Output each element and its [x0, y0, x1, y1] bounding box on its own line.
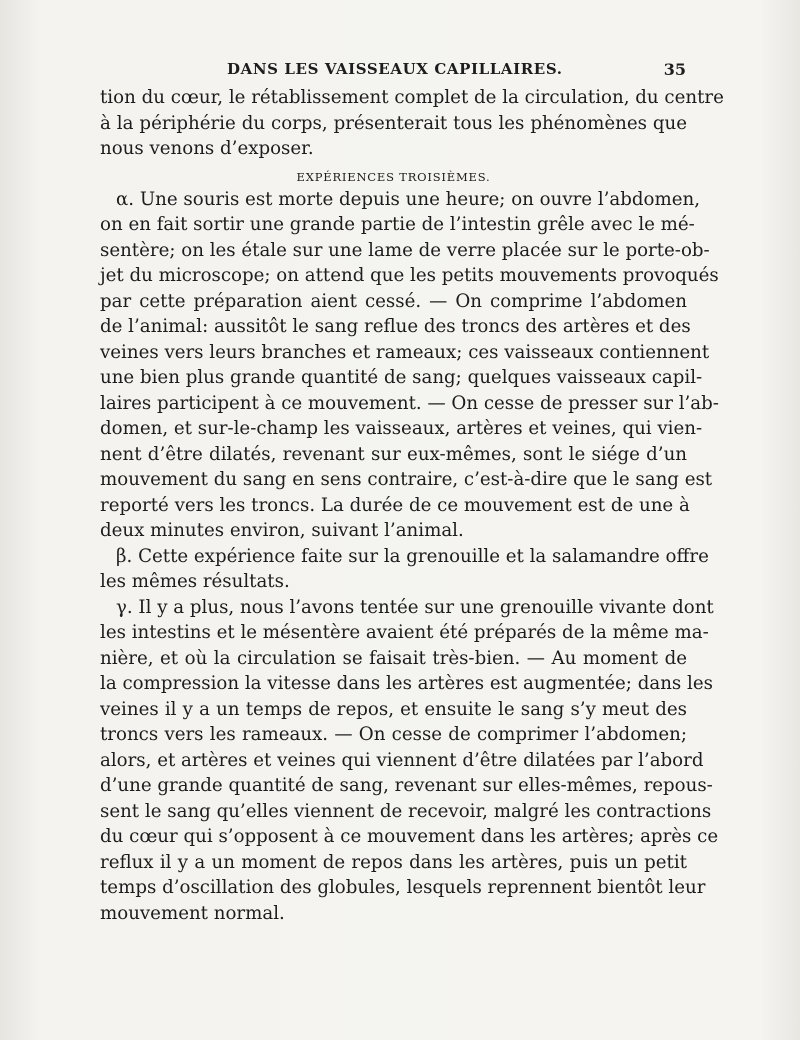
- text-line: d’une grande quantité de sang, revenant sur elles-mêmes, repous-: [100, 775, 713, 796]
- body-text: [100, 85, 724, 926]
- text-line: de l’animal: aussitôt le sang reflue des troncs des artères et des: [100, 316, 691, 337]
- text-line: sentère; on les étale sur une lame de verre placée sur le porte-ob-: [100, 239, 710, 261]
- paragraph-alpha: [100, 187, 719, 544]
- text-line: veines vers leurs branches et rameaux; ces vaisseaux contiennent: [100, 341, 710, 363]
- text-line: nous venons d’exposer.: [100, 138, 314, 159]
- text-line: une bien plus grande quantité de sang; quelques vaisseaux capil-: [100, 367, 703, 388]
- text-line: laires participent à ce mouvement. — On cesse de presser sur l’ab-: [100, 392, 719, 414]
- text-line: α. Une souris est morte depuis une heure; on ouvre l’abdomen,: [116, 188, 701, 210]
- text-line: les mêmes résultats.: [100, 571, 290, 592]
- text-line: jet du microscope; on attend que les petits mouvements provoqués: [100, 265, 719, 286]
- text-line: temps d’oscillation des globules, lesquels reprennent bientôt leur: [100, 877, 706, 898]
- text-line: nent d’être dilatés, revenant sur eux-mêmes, sont le siége d’un: [100, 443, 687, 465]
- text-line: tion du cœur, le rétablissement complet de la circulation, du centre: [100, 87, 724, 108]
- text-line: mouvement du sang en sens contraire, c’est-à-dire que le sang est: [100, 469, 713, 490]
- section-title: EXPÉRIENCES TROISIÈMES.: [296, 169, 491, 184]
- text-line: mouvement normal.: [100, 902, 285, 924]
- text-line: par cette préparation aient cessé. — On comprime l’abdomen: [100, 290, 687, 312]
- text-line: nière, et où la circulation se faisait très-bien. — Au moment de: [100, 647, 687, 669]
- text-line: du cœur qui s’opposent à ce mouvement dans les artères; après ce: [100, 826, 719, 847]
- text-line: à la périphérie du corps, présenterait tous les phénomènes que: [100, 112, 687, 134]
- running-title: DANS LES VAISSEAUX CAPILLAIRES.: [227, 60, 563, 78]
- text-line: γ. Il y a plus, nous l’avons tentée sur une grenouille vivante dont: [116, 596, 714, 618]
- text-line: sent le sang qu’elles viennent de recevoir, malgré les contractions: [100, 800, 712, 822]
- text-line: alors, et artères et veines qui viennent d’être dilatées par l’abord: [100, 749, 704, 771]
- page-number: 35: [663, 60, 686, 79]
- text-line: la compression la vitesse dans les artères est augmentée; dans les: [100, 673, 713, 694]
- text-line: domen, et sur-le-champ les vaisseaux, artères et veines, qui vien-: [100, 418, 703, 439]
- text-line: les intestins et le mésentère avaient été préparés de la même ma-: [100, 622, 709, 643]
- text-line: deux minutes environ, suivant l’animal.: [100, 520, 464, 541]
- text-line: troncs vers les rameaux. — On cesse de comprimer l’abdomen;: [100, 724, 687, 745]
- text-line: veines il y a un temps de repos, et ensuite le sang s’y meut des: [100, 698, 687, 720]
- text-line: reflux il y a un moment de repos dans les artères, puis un petit: [100, 851, 687, 873]
- paragraph-beta: [100, 544, 709, 595]
- text-line: reporté vers les troncs. La durée de ce mouvement est de une à: [100, 494, 690, 516]
- text-line: on en fait sortir une grande partie de l’intestin grêle avec le mé-: [100, 214, 695, 235]
- text-line: β. Cette expérience faite sur la grenouille et la salamandre offre: [116, 545, 709, 567]
- page-header: [100, 60, 686, 84]
- paragraph-gamma: [100, 595, 719, 927]
